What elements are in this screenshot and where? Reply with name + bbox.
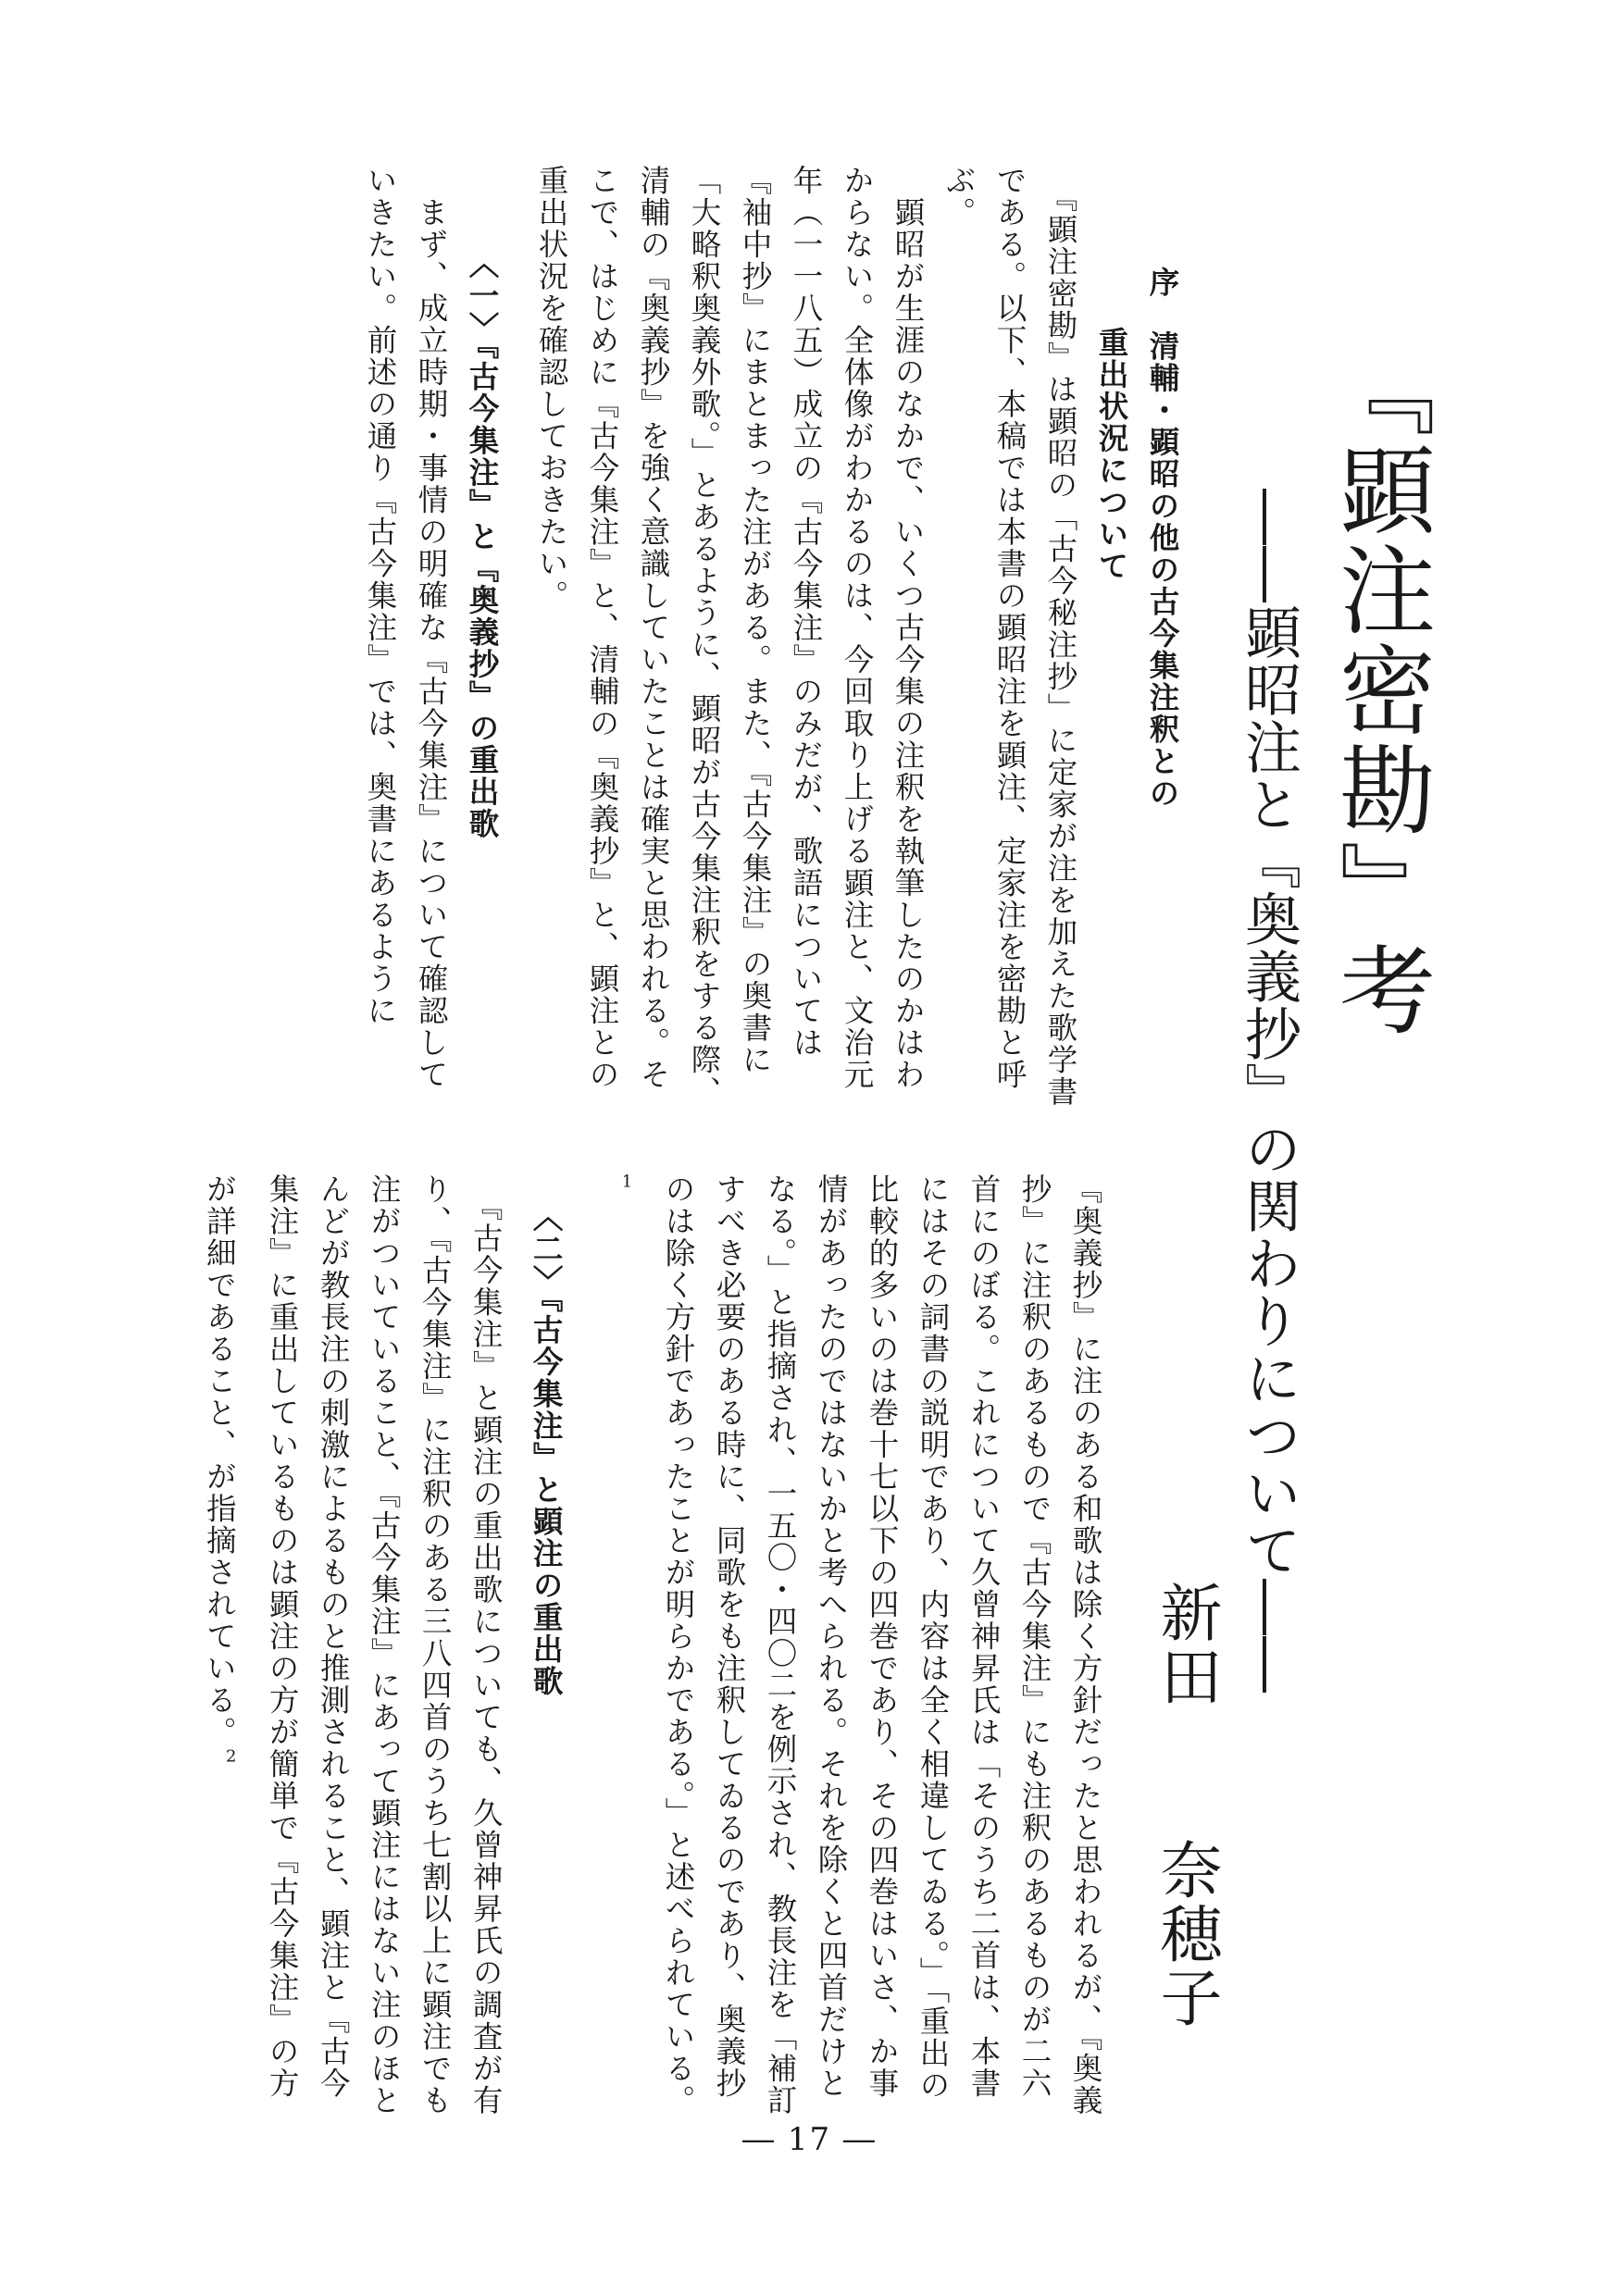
lower-paragraph-1-text: 『奥義抄』に注のある和歌は除く方針だったと思われるが、『奥義抄』に注釈のあるもので『古今集注』にも注釈のあるものが二六首にのぼる。これについて久曾神昇氏は「そのうち二首は、本書にはその詞書の説明であり、内容は全く相違してゐる。」「重出の比較的多いのは巻十七以下の四巻であり、その四巻はいさ、か事情があったのではないかと考へられる。それを除くと四首だけとなる。」と指摘され、一五〇・四〇二を例示され、教長注を「補訂すべき必要のある時に、同歌をも注釈してゐるのであり、奥義抄のは除く方針であったことが明らかである。」と述べられている。 [661, 1173, 1103, 2116]
section-1-heading: 〈一〉『古今集注』と『奥義抄』の重出歌 [465, 248, 500, 840]
lower-paragraph-1 [590, 1173, 1111, 2127]
section-2-paragraph-text: 『古今集注』と顕注の重出歌についても、久曾神昇氏の調査が有り、『古今集注』に注釈のある三八四首のうち七割以上に顕注でも注がついていること、『古今集注』にあって顕注にはない注のほとんどが教長注の刺激によるものと推測されること、顕注と『古今集注』に重出しているものは顕注の方が簡単で『古今集注』の方が詳細であること、が指摘されている。 [202, 1173, 504, 2116]
lower-text-block [176, 1173, 1111, 2127]
section-2-paragraph [193, 1173, 511, 2127]
upper-text-block [174, 165, 1188, 1118]
footnote-marker-2[interactable]: 2 [225, 1748, 237, 1765]
page-number: ― 17 ― [742, 2121, 877, 2158]
section-1-paragraph: まず、成立時期・事情の明確な『古今集注』について確認していきたい。前述の通り『古今集注』では、奥書にあるように [363, 165, 449, 1091]
article-subtitle: ――顕昭注と『奥義抄』の関わりについて―― [1236, 489, 1301, 1694]
author-family-name: 新田 [1151, 1581, 1223, 1708]
footnote-marker-1[interactable]: 1 [621, 1173, 633, 1190]
intro-paragraph-2: 顕昭が生涯のなかで、いくつ古今集の注釈を執筆したのかはわからない。全体像がわかるのは、今回取り上げる顕注と、文治元年（一一八五）成立の『古今集注』のみだが、歌語については『袖中抄』にまとまった注がある。また、『古今集注』の奥書に「大略釈奥義外歌。」とあるように、顕昭が古今集注釈をする際、清輔の『奥義抄』を強く意識していたことは確実と思われる。そこで、はじめに『古今集注』と、清輔の『奥義抄』と、顕注との重出状況を確認しておきたい。 [534, 165, 926, 1108]
intro-heading-line-2: 重出状況について [1094, 327, 1129, 582]
intro-heading: 序 清輔・顕昭の他の古今集注釈との [1145, 267, 1180, 810]
author-given-name: 奈穂子 [1151, 1838, 1223, 2029]
section-2-heading: 〈二〉『古今集注』と顕注の重出歌 [529, 1201, 565, 1697]
author-name [1131, 1581, 1233, 2029]
article-title: 『顕注密勘』考 [1323, 341, 1436, 1040]
intro-paragraph-1: 『顕注密勘』は顕昭の「古今秘注抄」に定家が注を加えた歌学書である。以下、本稿では本書の顕昭注を顕注、定家注を密勘と呼ぶ。 [941, 165, 1078, 1108]
